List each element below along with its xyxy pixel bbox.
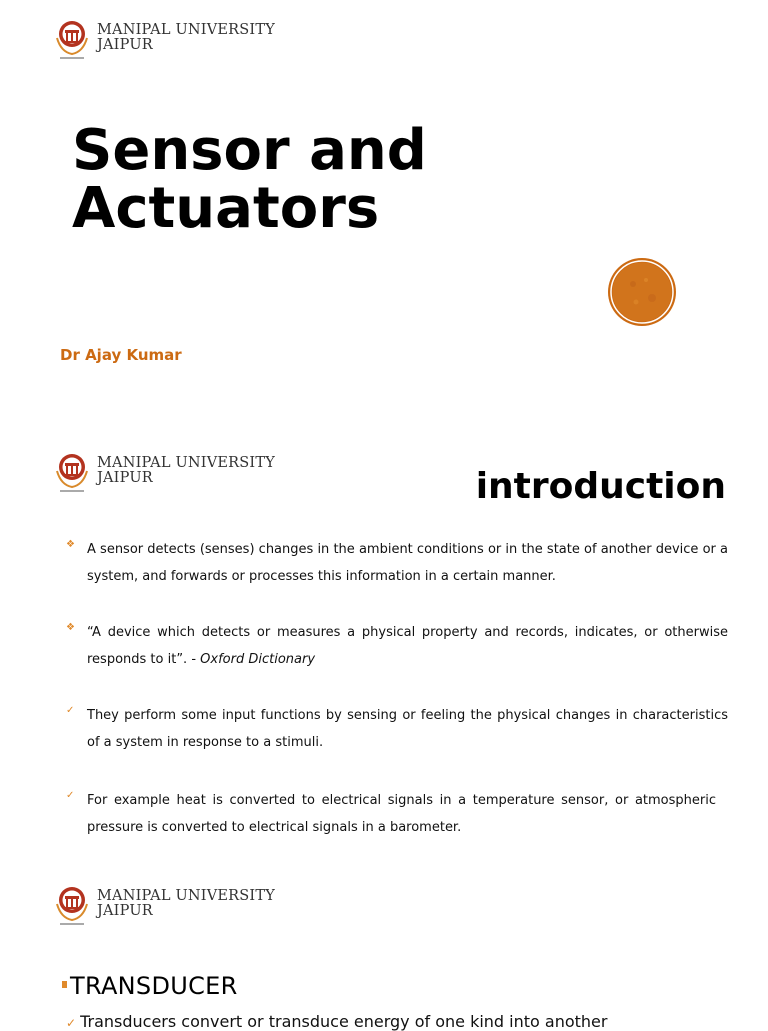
check-bullet-icon: ✓ [66,790,75,801]
bullet-text: A sensor detects (senses) changes in the ambient conditions or in the state of another device or a system, and forwards or processes this information in a certain manner. [87,542,728,584]
university-campus: JAIPUR [97,470,153,486]
slide-heading-transducer: TRANSDUCER [70,972,238,1000]
title-line-1: Sensor and [72,118,427,183]
university-emblem-icon [52,884,92,930]
bullet-text [87,619,728,673]
presentation-title [72,118,427,241]
university-campus: JAIPUR [97,903,153,919]
university-campus: JAIPUR [97,37,153,53]
check-bullet-icon: ✓ [66,705,75,716]
university-name: MANIPAL UNIVERSITY [97,455,275,471]
title-line-2: Actuators [72,176,380,241]
university-logo-slide2 [52,451,292,497]
check-bullet-icon: ✓ [66,1016,77,1030]
university-name: MANIPAL UNIVERSITY [97,888,275,904]
quote-source: Oxford Dictionary [200,652,316,667]
diamond-bullet-icon: ❖ [66,622,75,633]
bullet-text: They perform some input functions by sensing or feeling the physical changes in characteristics of a system in response to a stimuli. [87,708,728,750]
partial-bullet-text: Transducers convert or transduce energy of one kind into another [80,1012,608,1031]
bullet-text: For example heat is converted to electrical signals in a temperature sensor, or atmospheric pressure is converted to electrical signals in a barometer. [87,793,716,835]
partial-bullet-line [66,1012,666,1031]
university-emblem-icon [52,18,92,64]
university-logo [52,18,292,64]
slide-heading-introduction: introduction [475,466,726,507]
author-name: Dr Ajay Kumar [60,346,182,364]
decorative-circle-badge [606,256,678,328]
quote-text: “A device which detects or measures a physical property and records, indicates, or otherwise responds to it”. - [87,625,728,667]
diamond-bullet-icon: ❖ [66,539,75,550]
square-bullet-icon [62,981,67,988]
university-emblem-icon [52,451,92,497]
university-name: MANIPAL UNIVERSITY [97,22,275,38]
university-logo-slide3 [52,884,292,930]
